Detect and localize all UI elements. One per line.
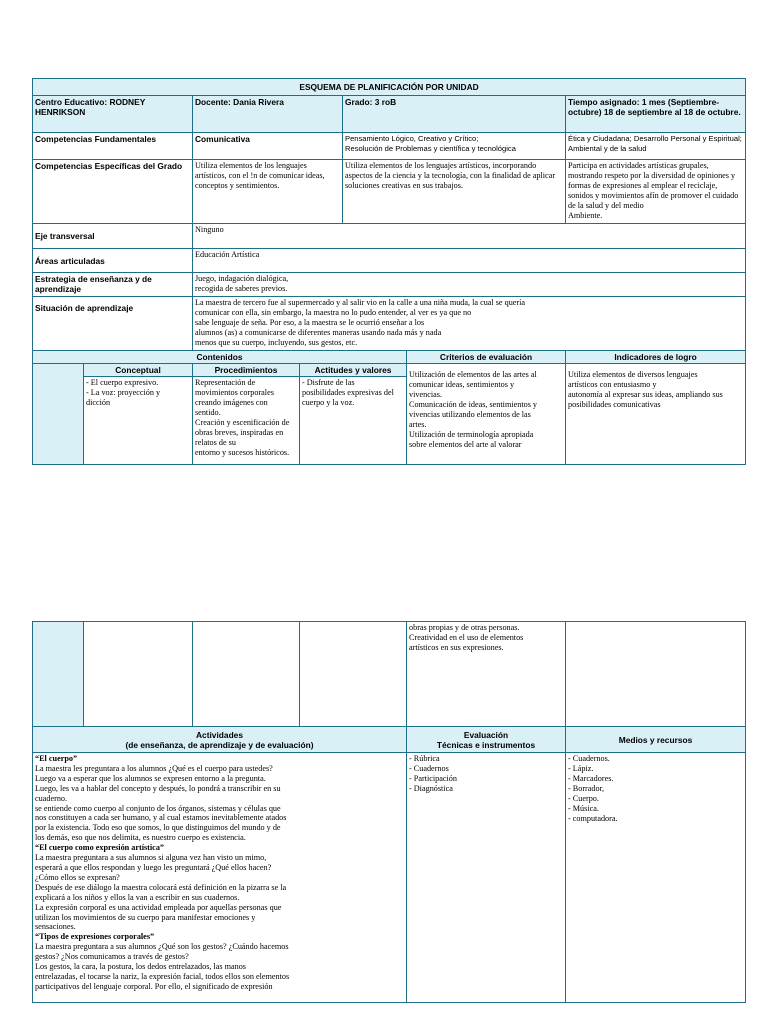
competencia-pensamiento: [343, 133, 566, 160]
areas-value: Educación Artística: [193, 249, 746, 273]
list-item: - Diagnóstica: [409, 784, 453, 793]
conceptual-label: Conceptual: [84, 364, 193, 377]
medios-list: [566, 753, 746, 1003]
procedimientos-value: Representación de movimientos corporales creando imágenes con sentido. Creación y escenificación de obras breves, inspiradas en relatos de su entorno y sucesos históricos.: [193, 377, 300, 465]
list-item: - Cuadernos: [409, 764, 449, 773]
medios-label: Medios y recursos: [566, 727, 746, 753]
list-item: - Cuerpo.: [568, 794, 599, 803]
tiempo-asignado: Tiempo asignado: 1 mes (Septiembre-octubre) 18 de septiembre al 18 de octubre.: [566, 96, 746, 133]
actividades-label: Actividades: [195, 729, 243, 740]
list-item: - Marcadores.: [568, 774, 614, 783]
list-item: - Lápiz.: [568, 764, 594, 773]
actividades-header: [33, 727, 407, 753]
actividades-sublabel: (de enseñanza, de aprendizaje y de evaluación): [125, 739, 314, 750]
procedimientos-label: Procedimientos: [193, 364, 300, 377]
situacion-value: La maestra de tercero fue al supermercado y al salir vio en la calle a una niña muda, la cual se quería comunicar con ella, sin embargo, la maestra no lo pudo entender, al ver es ya que no sabe lenguaje de seña. Por eso, a la maestra se le ocurrió enseñar a los alumnos (as) a comunicarse de diferentes maneras usando nada más y nada menos que su cuerpo, incluyendo, sus gestos, etc.: [193, 297, 746, 351]
activity-text-1: La maestra les preguntara a los alumnos ¿Qué es el cuerpo para ustedes? Luego va a esperar que los alumnos se expresen entorno a la pregunta. Luego, les va a hablar del concepto y después, lo pondrá a transcribir en su cuaderno. se entiende como cuerpo al conjunto de los órganos, sistemas y células que nos constituyen a cada ser humano, y al cual estamos inevitablemente atados por la existencia. Todo eso que somos, lo que distinguimos del mundo y de los demás, eso que nos delimita, es nuestro cuerpo es existencia.: [35, 763, 287, 843]
indicadores-value: Utiliza elementos de diversos lenguajes artísticos con entusiasmo y autonomía al expresar sus ideas, ampliando sus posibilidades comunicativas: [566, 364, 746, 465]
activity-text-2: La maestra preguntara a sus alumnos si alguna vez han visto un mimo, esperará a que ellos respondan y luego les preguntará ¿Qué ellos hacen? ¿Cómo ellos se expresan? Después de ese diálogo la maestra colocará está definición en la pizarra se la explicará a los niños y ellos la van a escribir en sus cuadernos. La expresión corporal es una actividad empleada por aquellas personas que utilizan los movimientos de su cuerpo para manifestar emociones y sensaciones.: [35, 853, 287, 932]
centro-educativo: Centro Educativo: RODNEY HENRIKSON: [33, 96, 193, 133]
activity-heading-tipos: “Tipos de expresiones corporales”: [35, 932, 155, 942]
actitudes-label: Actitudes y valores: [300, 364, 407, 377]
list-item: - Participación: [409, 774, 457, 783]
areas-label: Áreas articuladas: [33, 249, 193, 273]
conceptual-value: - El cuerpo expresivo. - La voz: proyección y dicción: [84, 377, 193, 465]
list-item: - Cuadernos.: [568, 754, 610, 763]
criterios-label: Criterios de evaluación: [407, 351, 566, 364]
contenidos-label: Contenidos: [33, 351, 407, 364]
blank-cell-1: [33, 622, 84, 727]
docente: Docente: Dania Rivera: [193, 96, 343, 133]
evaluacion-header: [407, 727, 566, 753]
situacion-label: Situación de aprendizaje: [33, 297, 193, 351]
evaluacion-list: [407, 753, 566, 1003]
evaluacion-sublabel: Técnicas e instrumentos: [436, 739, 536, 750]
indicadores-label: Indicadores de logro: [566, 351, 746, 364]
competencia-pensamiento-line-1: Pensamiento Lógico, Creativo y Crítico;: [345, 134, 479, 143]
competencia-pensamiento-line-2: Resolución de Problemas y científica y tecnológica: [345, 144, 516, 153]
especifica-2: Utiliza elementos de los lenguajes artísticos, incorporando aspectos de la ciencia y la tecnología, con la finalidad de aplicar soluciones creativas en sus trabajos.: [343, 160, 566, 224]
blank-cell-4: [300, 622, 407, 727]
especificas-label: Competencias Específicas del Grado: [33, 160, 193, 224]
competencia-comunicativa: Comunicativa: [193, 133, 343, 160]
activity-text-3: La maestra preguntara a sus alumnos ¿Qué son los gestos? ¿Cuándo hacemos gestos? ¿Nos comunicamos a través de gestos? Los gestos, la cara, la postura, los dedos entrelazados, las manos entrelazadas, el tocarse la nariz, la expresión facial, todos ellos son elementos participativos del lenguaje corporal. Por ello, el significado de expresión: [35, 942, 290, 991]
blank-cell-5: [566, 622, 746, 727]
competencia-etica: Ética y Ciudadana; Desarrollo Personal y Espiritual; Ambiental y de la salud: [566, 133, 746, 160]
blank-cell: [33, 364, 84, 465]
activity-heading-cuerpo: “El cuerpo”: [35, 754, 78, 763]
table-title: ESQUEMA DE PLANIFICACIÓN POR UNIDAD: [33, 79, 746, 96]
actividades-body: [33, 753, 407, 1003]
list-item: - Rúbrica: [409, 754, 440, 763]
eje-label: Eje transversal: [33, 224, 193, 249]
criterios-continuation: obras propias y de otras personas. Creatividad en el uso de elementos artísticos en sus expresiones.: [407, 622, 566, 727]
list-item: - Música.: [568, 804, 599, 813]
activity-heading-expresion: “El cuerpo como expresión artística”: [35, 843, 165, 853]
criterios-value: Utilización de elementos de las artes al comunicar ideas, sentimientos y vivencias. Comunicación de ideas, sentimientos y vivencias utilizando elementos de las artes. Utilización de terminología apropiada sobre elementos del arte al valorar: [407, 364, 566, 465]
estrategia-label: Estrategia de enseñanza y de aprendizaje: [33, 273, 193, 297]
especifica-3: Participa en actividades artísticas grupales, mostrando respeto por la diversidad de opiniones y formas de expresiones al emplear el reciclaje, sonidos y movimientos afín de promover el cuidado de la salud y del medio Ambiente.: [566, 160, 746, 224]
planning-table-page-1: [32, 78, 746, 465]
list-item: - Borrador,: [568, 784, 605, 793]
blank-cell-2: [84, 622, 193, 727]
actitudes-value: - Disfrute de las posibilidades expresivas del cuerpo y la voz.: [300, 377, 407, 465]
grado: Grado: 3 roB: [343, 96, 566, 133]
eje-value: Ninguno: [193, 224, 746, 249]
estrategia-value: Juego, indagación dialógica, recogida de saberes previos.: [193, 273, 746, 297]
especifica-1: Utiliza elementos de los lenguajes artísticos, con el !n de comunicar ideas, conceptos y sentimientos.: [193, 160, 343, 224]
evaluacion-label: Evaluación: [463, 729, 509, 740]
blank-cell-3: [193, 622, 300, 727]
list-item: - computadora.: [568, 814, 618, 823]
competencias-label: Competencias Fundamentales: [33, 133, 193, 160]
planning-table-page-2: [32, 621, 746, 1003]
